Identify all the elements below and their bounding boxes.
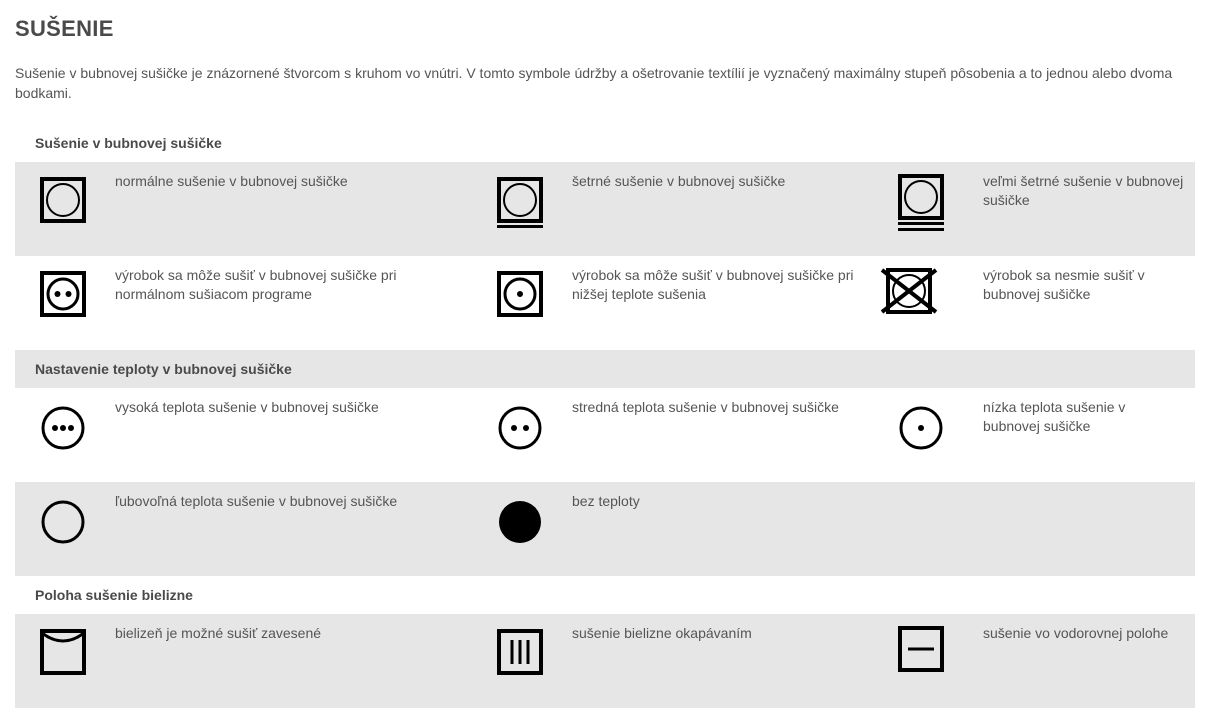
- symbol-cell: [472, 388, 572, 482]
- symbol-description: stredná teplota sušenie v bubnovej sušičke: [572, 399, 839, 415]
- table-row: [15, 614, 1195, 708]
- symbol-cell: [472, 256, 572, 350]
- symbol-cell: [472, 614, 572, 708]
- empty-cell: [883, 482, 983, 576]
- symbol-description: šetrné sušenie v bubnovej sušičke: [572, 162, 883, 256]
- table-row: [15, 162, 1195, 256]
- section-header-tumble-drying: [15, 124, 1195, 162]
- table-row: [15, 388, 1195, 482]
- tumble-dry-two-dots-icon: [40, 271, 86, 317]
- symbol-description: ľubovoľná teplota sušenie v bubnovej sušičke: [115, 482, 472, 576]
- symbol-cell: [472, 482, 572, 576]
- page-title: SUŠENIE: [15, 16, 114, 41]
- symbol-description: výrobok sa môže sušiť v bubnovej sušičke pri normálnom sušiacom programe: [115, 267, 397, 302]
- medium-heat-icon: [497, 405, 543, 451]
- symbol-cell: [883, 256, 983, 350]
- section-heading: Nastavenie teploty v bubnovej sušičke: [15, 350, 1195, 388]
- symbol-description: normálne sušenie v bubnovej sušičke: [115, 162, 472, 256]
- symbol-description: nízka teplota sušenie v bubnovej sušičke: [983, 399, 1126, 434]
- symbol-cell: [15, 256, 115, 350]
- intro-paragraph: Sušenie v bubnovej sušičke je znázornené štvorcom s kruhom vo vnútri. V tomto symbole údržby a ošetrovanie textílií je vyznačený maximálny stupeň pôsobenia a to jednou alebo dvoma bodkami.: [15, 65, 1173, 101]
- drip-dry-icon: [497, 629, 543, 675]
- high-heat-icon: [40, 405, 86, 451]
- tumble-dry-one-dot-icon: [497, 271, 543, 317]
- table-row: [15, 482, 1195, 576]
- symbol-cell: [883, 614, 983, 708]
- symbol-description: výrobok sa nesmie sušiť v bubnovej sušičke: [983, 267, 1145, 302]
- symbol-description: sušenie bielizne okapávaním: [572, 614, 883, 708]
- symbol-cell: [15, 614, 115, 708]
- symbol-cell: [883, 388, 983, 482]
- section-header-drying-position: [15, 576, 1195, 614]
- section-heading: Sušenie v bubnovej sušičke: [35, 135, 222, 151]
- no-heat-icon: [497, 499, 543, 545]
- symbol-cell: [15, 482, 115, 576]
- symbol-cell: [883, 162, 983, 256]
- symbol-description: sušenie vo vodorovnej polohe: [983, 614, 1195, 708]
- symbol-description: bielizeň je možné sušiť zavesené: [115, 614, 472, 708]
- symbol-description: bez teploty: [572, 482, 883, 576]
- symbol-description: vysoká teplota sušenie v bubnovej sušičke: [115, 399, 379, 415]
- line-dry-icon: [40, 629, 86, 675]
- symbol-description: veľmi šetrné sušenie v bubnovej sušičke: [983, 162, 1195, 256]
- table-row: [15, 256, 1195, 350]
- tumble-dry-very-gentle-icon: [898, 174, 944, 232]
- tumble-dry-gentle-icon: [497, 177, 543, 229]
- symbol-description: výrobok sa môže sušiť v bubnovej sušičke pri nižšej teplote sušenia: [572, 267, 854, 302]
- empty-cell: [983, 482, 1195, 576]
- dry-flat-icon: [898, 626, 944, 672]
- section-header-temperature: [15, 350, 1195, 388]
- do-not-tumble-dry-icon: [880, 268, 938, 314]
- section-heading: Poloha sušenie bielizne: [35, 587, 193, 603]
- low-heat-icon: [898, 405, 944, 451]
- symbol-cell: [472, 162, 572, 256]
- drying-symbols-table: [15, 124, 1195, 708]
- any-heat-icon: [40, 499, 86, 545]
- symbol-cell: [15, 162, 115, 256]
- symbol-cell: [15, 388, 115, 482]
- tumble-dry-normal-icon: [40, 177, 86, 223]
